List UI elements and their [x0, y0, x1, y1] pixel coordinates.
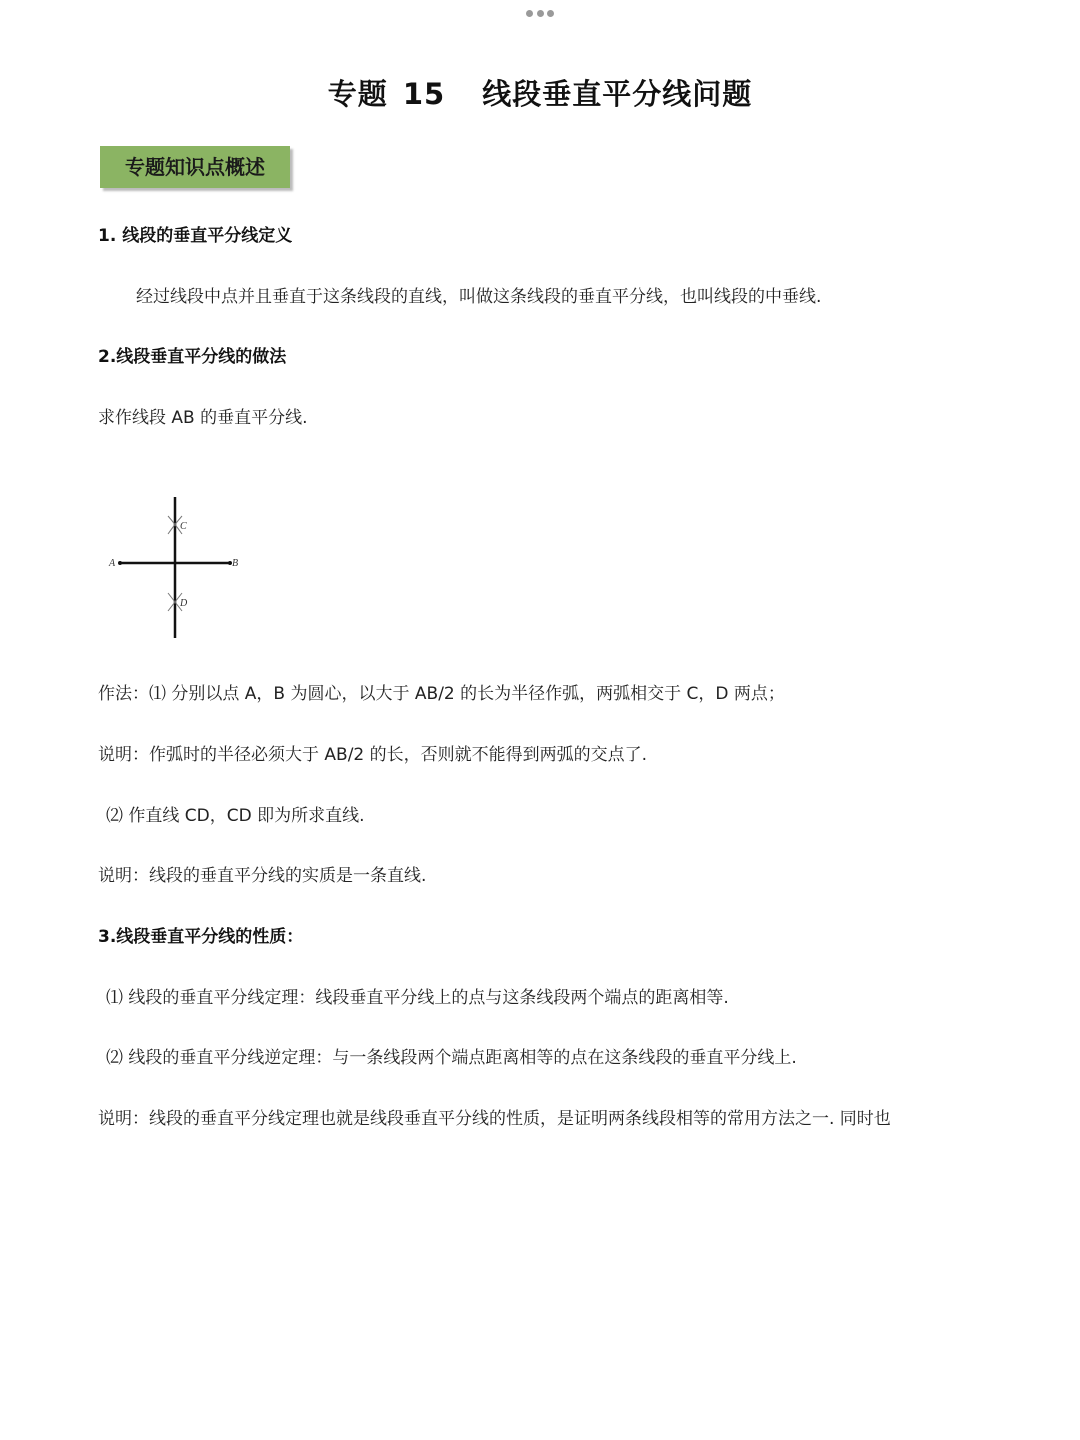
definition-text: 经过线段中点并且垂直于这条线段的直线，叫做这条线段的垂直平分线，也叫线段的中垂线.: [136, 287, 822, 307]
task-text: 求作线段 AB 的垂直平分线.: [98, 408, 308, 428]
note-1: 说明：作弧时的半径必须大于 AB/2 的长，否则就不能得到两弧的交点了.: [98, 745, 648, 765]
label-d: D: [180, 598, 188, 609]
page-title: [0, 72, 1080, 113]
heading-construction: 2.线段垂直平分线的做法: [98, 347, 287, 367]
title-text: 线段垂直平分线问题: [482, 77, 753, 111]
dot: [547, 10, 554, 17]
endpoint-a: [118, 561, 122, 565]
dot: [526, 10, 533, 17]
method-step-2: ⑵ 作直线 CD，CD 即为所求直线.: [106, 806, 365, 826]
heading-definition: 1. 线段的垂直平分线定义: [98, 226, 293, 246]
title-prefix: 专题: [327, 77, 388, 111]
label-c: C: [180, 521, 187, 532]
title-number: 15: [402, 77, 446, 111]
heading-properties: 3.线段垂直平分线的性质：: [98, 927, 304, 947]
dot: [537, 10, 544, 17]
note-2: 说明：线段的垂直平分线的实质是一条直线.: [98, 866, 427, 886]
method-step-1: 作法：⑴ 分别以点 A，B 为圆心，以大于 AB/2 的长为半径作弧，两弧相交于 C，D 两点；: [98, 684, 785, 704]
construction-figure: [106, 494, 246, 640]
more-options-icon[interactable]: [526, 8, 554, 18]
property-2: ⑵ 线段的垂直平分线逆定理：与一条线段两个端点距离相等的点在这条线段的垂直平分线上.: [106, 1048, 797, 1068]
section-badge: 专题知识点概述: [100, 146, 290, 188]
label-a: A: [109, 558, 116, 569]
property-1: ⑴ 线段的垂直平分线定理：线段垂直平分线上的点与这条线段两个端点的距离相等.: [106, 988, 729, 1008]
label-b: B: [232, 558, 239, 569]
note-3: 说明：线段的垂直平分线定理也就是线段垂直平分线的性质，是证明两条线段相等的常用方法之一. 同时也: [98, 1109, 891, 1129]
